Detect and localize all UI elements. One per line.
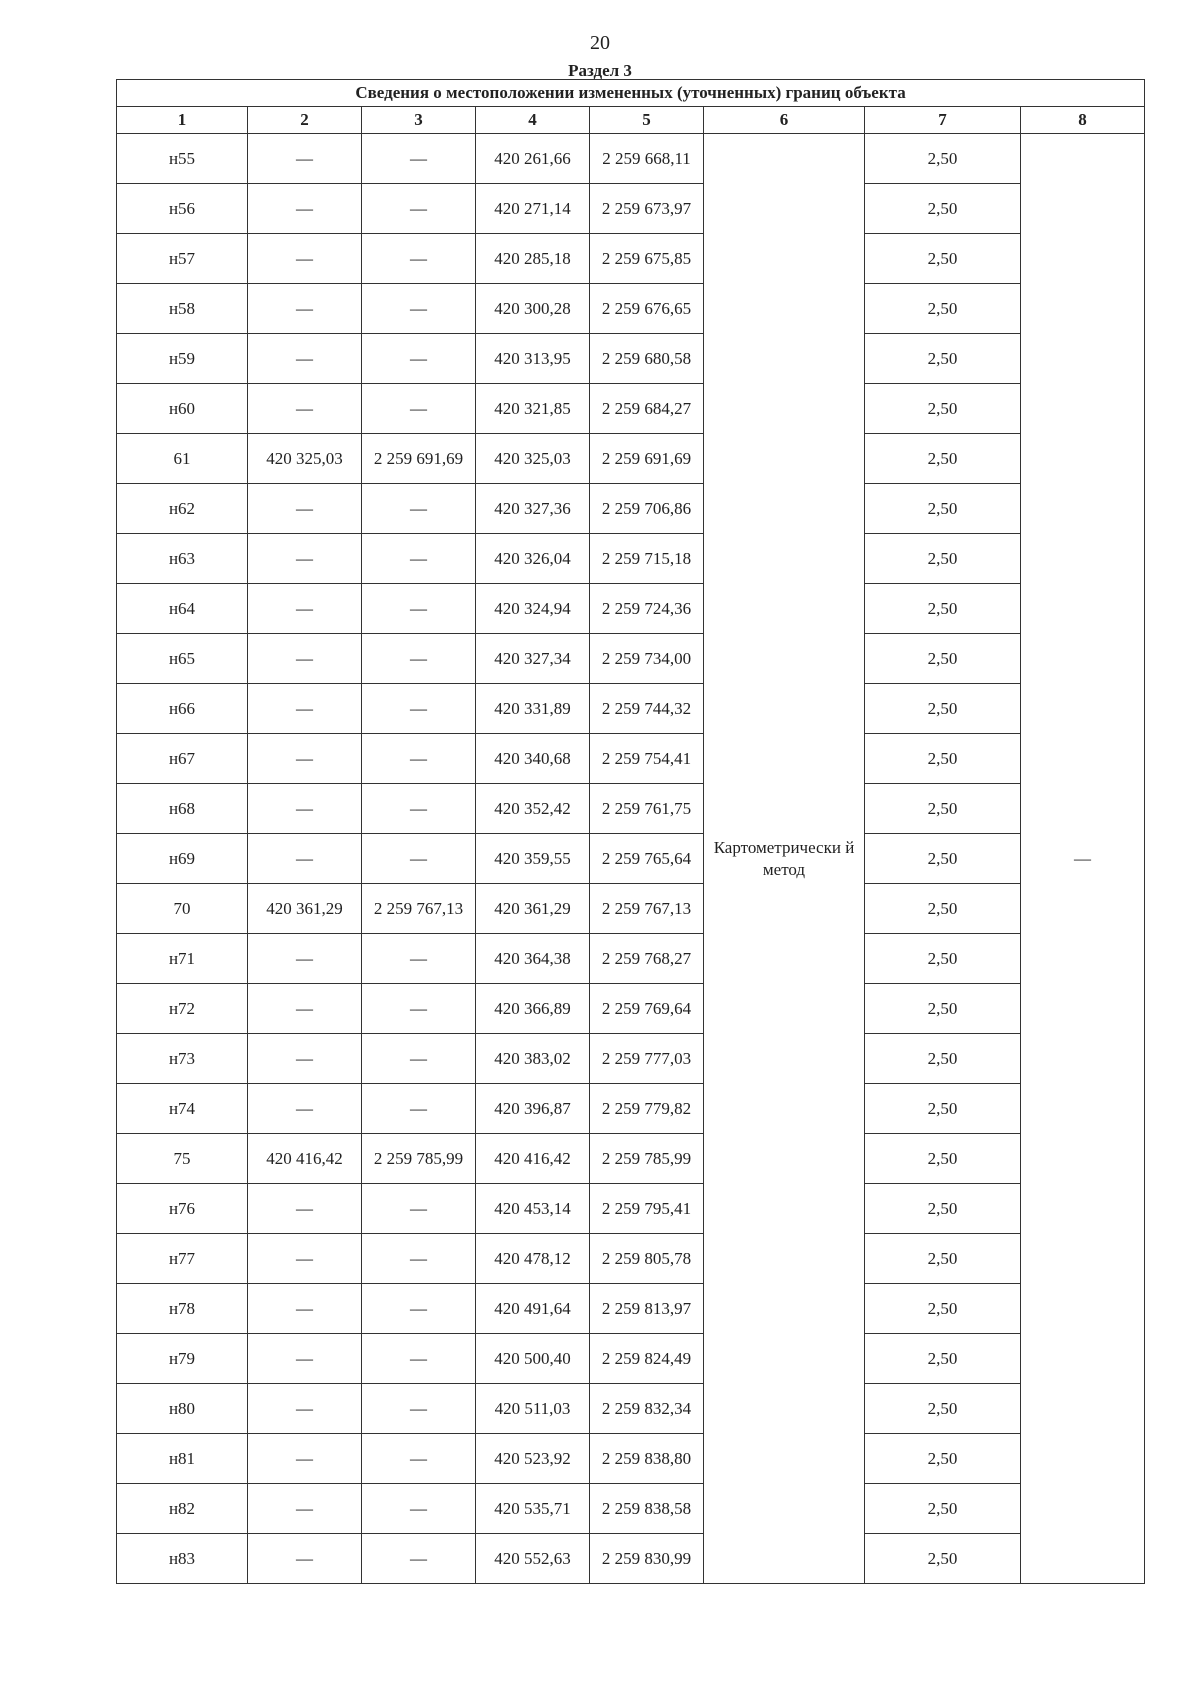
accuracy-cell: 2,50 xyxy=(865,484,1021,534)
new-y-cell: 2 259 767,13 xyxy=(590,884,704,934)
new-x-cell: 420 478,12 xyxy=(476,1234,590,1284)
table-row xyxy=(117,1284,1145,1334)
accuracy-cell: 2,50 xyxy=(865,784,1021,834)
new-y-cell: 2 259 706,86 xyxy=(590,484,704,534)
point-number-cell: н58 xyxy=(117,284,248,334)
old-x-cell: — xyxy=(248,584,362,634)
accuracy-cell: 2,50 xyxy=(865,384,1021,434)
column-header: 6 xyxy=(704,107,865,134)
accuracy-cell: 2,50 xyxy=(865,1134,1021,1184)
table-row xyxy=(117,1084,1145,1134)
old-x-cell: — xyxy=(248,684,362,734)
table-row xyxy=(117,834,1145,884)
point-number-cell: н56 xyxy=(117,184,248,234)
table-row xyxy=(117,134,1145,184)
point-number-cell: н68 xyxy=(117,784,248,834)
accuracy-cell: 2,50 xyxy=(865,1384,1021,1434)
old-x-cell: — xyxy=(248,384,362,434)
new-x-cell: 420 511,03 xyxy=(476,1384,590,1434)
point-number-cell: н63 xyxy=(117,534,248,584)
point-number-cell: н73 xyxy=(117,1034,248,1084)
new-y-cell: 2 259 813,97 xyxy=(590,1284,704,1334)
new-y-cell: 2 259 744,32 xyxy=(590,684,704,734)
old-y-cell: — xyxy=(362,934,476,984)
accuracy-cell: 2,50 xyxy=(865,984,1021,1034)
accuracy-cell: 2,50 xyxy=(865,934,1021,984)
new-x-cell: 420 535,71 xyxy=(476,1484,590,1534)
old-y-cell: — xyxy=(362,1084,476,1134)
new-x-cell: 420 396,87 xyxy=(476,1084,590,1134)
table-row xyxy=(117,934,1145,984)
point-number-cell: н71 xyxy=(117,934,248,984)
accuracy-cell: 2,50 xyxy=(865,434,1021,484)
point-number-cell: н80 xyxy=(117,1384,248,1434)
new-x-cell: 420 383,02 xyxy=(476,1034,590,1084)
table-row xyxy=(117,784,1145,834)
new-y-cell: 2 259 675,85 xyxy=(590,234,704,284)
accuracy-cell: 2,50 xyxy=(865,1084,1021,1134)
old-y-cell: 2 259 691,69 xyxy=(362,434,476,484)
table-row xyxy=(117,384,1145,434)
point-number-cell: н76 xyxy=(117,1184,248,1234)
old-y-cell: — xyxy=(362,334,476,384)
old-x-cell: — xyxy=(248,484,362,534)
old-y-cell: 2 259 767,13 xyxy=(362,884,476,934)
new-y-cell: 2 259 676,65 xyxy=(590,284,704,334)
new-y-cell: 2 259 715,18 xyxy=(590,534,704,584)
new-y-cell: 2 259 761,75 xyxy=(590,784,704,834)
new-x-cell: 420 552,63 xyxy=(476,1534,590,1584)
old-x-cell: — xyxy=(248,934,362,984)
accuracy-cell: 2,50 xyxy=(865,684,1021,734)
point-number-cell: н78 xyxy=(117,1284,248,1334)
new-x-cell: 420 364,38 xyxy=(476,934,590,984)
description-cell: — xyxy=(1021,134,1145,1584)
old-x-cell: — xyxy=(248,1534,362,1584)
old-y-cell: — xyxy=(362,1334,476,1384)
point-number-cell: н55 xyxy=(117,134,248,184)
old-y-cell: — xyxy=(362,1484,476,1534)
old-x-cell: — xyxy=(248,834,362,884)
accuracy-cell: 2,50 xyxy=(865,1534,1021,1584)
old-x-cell: — xyxy=(248,534,362,584)
old-y-cell: — xyxy=(362,384,476,434)
old-x-cell: — xyxy=(248,1084,362,1134)
new-y-cell: 2 259 754,41 xyxy=(590,734,704,784)
point-number-cell: н74 xyxy=(117,1084,248,1134)
column-header: 7 xyxy=(865,107,1021,134)
table-row xyxy=(117,634,1145,684)
old-y-cell: — xyxy=(362,584,476,634)
new-x-cell: 420 416,42 xyxy=(476,1134,590,1184)
table-row xyxy=(117,1034,1145,1084)
new-x-cell: 420 523,92 xyxy=(476,1434,590,1484)
accuracy-cell: 2,50 xyxy=(865,1334,1021,1384)
accuracy-cell: 2,50 xyxy=(865,334,1021,384)
table-row xyxy=(117,1534,1145,1584)
point-number-cell: н83 xyxy=(117,1534,248,1584)
table-row xyxy=(117,184,1145,234)
point-number-cell: н72 xyxy=(117,984,248,1034)
boundary-coordinates-table xyxy=(116,79,1145,1584)
method-cell: Картометрически й метод xyxy=(704,134,865,1584)
new-y-cell: 2 259 668,11 xyxy=(590,134,704,184)
table-row xyxy=(117,1234,1145,1284)
old-y-cell: — xyxy=(362,134,476,184)
old-x-cell: — xyxy=(248,1234,362,1284)
point-number-cell: н77 xyxy=(117,1234,248,1284)
page-number: 20 xyxy=(590,32,610,54)
point-number-cell: н65 xyxy=(117,634,248,684)
new-y-cell: 2 259 765,64 xyxy=(590,834,704,884)
point-number-cell: н66 xyxy=(117,684,248,734)
accuracy-cell: 2,50 xyxy=(865,284,1021,334)
old-x-cell: — xyxy=(248,784,362,834)
old-x-cell: — xyxy=(248,1484,362,1534)
new-x-cell: 420 340,68 xyxy=(476,734,590,784)
old-x-cell: — xyxy=(248,134,362,184)
table-row xyxy=(117,284,1145,334)
table-row xyxy=(117,884,1145,934)
new-y-cell: 2 259 684,27 xyxy=(590,384,704,434)
accuracy-cell: 2,50 xyxy=(865,584,1021,634)
old-x-cell: — xyxy=(248,234,362,284)
accuracy-cell: 2,50 xyxy=(865,884,1021,934)
accuracy-cell: 2,50 xyxy=(865,834,1021,884)
accuracy-cell: 2,50 xyxy=(865,184,1021,234)
old-x-cell: — xyxy=(248,734,362,784)
new-x-cell: 420 321,85 xyxy=(476,384,590,434)
new-x-cell: 420 261,66 xyxy=(476,134,590,184)
table-row xyxy=(117,1134,1145,1184)
old-y-cell: — xyxy=(362,484,476,534)
point-number-cell: 70 xyxy=(117,884,248,934)
old-y-cell: — xyxy=(362,1234,476,1284)
new-x-cell: 420 285,18 xyxy=(476,234,590,284)
new-x-cell: 420 327,34 xyxy=(476,634,590,684)
table-row xyxy=(117,334,1145,384)
old-y-cell: — xyxy=(362,734,476,784)
old-y-cell: — xyxy=(362,784,476,834)
old-x-cell: — xyxy=(248,634,362,684)
point-number-cell: н60 xyxy=(117,384,248,434)
old-x-cell: — xyxy=(248,1434,362,1484)
old-x-cell: — xyxy=(248,1384,362,1434)
new-y-cell: 2 259 824,49 xyxy=(590,1334,704,1384)
point-number-cell: н81 xyxy=(117,1434,248,1484)
new-y-cell: 2 259 777,03 xyxy=(590,1034,704,1084)
old-x-cell: — xyxy=(248,334,362,384)
new-x-cell: 420 300,28 xyxy=(476,284,590,334)
new-x-cell: 420 453,14 xyxy=(476,1184,590,1234)
column-header: 8 xyxy=(1021,107,1145,134)
point-number-cell: н67 xyxy=(117,734,248,784)
new-y-cell: 2 259 768,27 xyxy=(590,934,704,984)
accuracy-cell: 2,50 xyxy=(865,134,1021,184)
old-y-cell: — xyxy=(362,984,476,1034)
old-y-cell: — xyxy=(362,234,476,284)
old-x-cell: — xyxy=(248,1284,362,1334)
column-header: 2 xyxy=(248,107,362,134)
table-row xyxy=(117,1384,1145,1434)
old-y-cell: — xyxy=(362,534,476,584)
table-row xyxy=(117,484,1145,534)
column-header: 4 xyxy=(476,107,590,134)
new-x-cell: 420 313,95 xyxy=(476,334,590,384)
old-x-cell: — xyxy=(248,1184,362,1234)
point-number-cell: 61 xyxy=(117,434,248,484)
new-x-cell: 420 271,14 xyxy=(476,184,590,234)
table-row xyxy=(117,434,1145,484)
old-x-cell: 420 325,03 xyxy=(248,434,362,484)
new-x-cell: 420 324,94 xyxy=(476,584,590,634)
accuracy-cell: 2,50 xyxy=(865,1184,1021,1234)
accuracy-cell: 2,50 xyxy=(865,534,1021,584)
accuracy-cell: 2,50 xyxy=(865,1234,1021,1284)
new-x-cell: 420 331,89 xyxy=(476,684,590,734)
old-y-cell: 2 259 785,99 xyxy=(362,1134,476,1184)
new-y-cell: 2 259 838,80 xyxy=(590,1434,704,1484)
column-header: 5 xyxy=(590,107,704,134)
new-y-cell: 2 259 691,69 xyxy=(590,434,704,484)
accuracy-cell: 2,50 xyxy=(865,1034,1021,1084)
point-number-cell: н82 xyxy=(117,1484,248,1534)
table-row xyxy=(117,1434,1145,1484)
point-number-cell: 75 xyxy=(117,1134,248,1184)
old-y-cell: — xyxy=(362,284,476,334)
new-x-cell: 420 361,29 xyxy=(476,884,590,934)
column-header: 1 xyxy=(117,107,248,134)
old-x-cell: — xyxy=(248,284,362,334)
table-row xyxy=(117,234,1145,284)
new-y-cell: 2 259 734,00 xyxy=(590,634,704,684)
new-y-cell: 2 259 673,97 xyxy=(590,184,704,234)
new-x-cell: 420 352,42 xyxy=(476,784,590,834)
table-body xyxy=(117,134,1145,1584)
accuracy-cell: 2,50 xyxy=(865,1484,1021,1534)
table-row xyxy=(117,1334,1145,1384)
new-y-cell: 2 259 785,99 xyxy=(590,1134,704,1184)
old-y-cell: — xyxy=(362,1534,476,1584)
table-row xyxy=(117,984,1145,1034)
new-x-cell: 420 325,03 xyxy=(476,434,590,484)
new-x-cell: 420 366,89 xyxy=(476,984,590,1034)
new-x-cell: 420 491,64 xyxy=(476,1284,590,1334)
table-row xyxy=(117,734,1145,784)
new-y-cell: 2 259 838,58 xyxy=(590,1484,704,1534)
old-y-cell: — xyxy=(362,1434,476,1484)
point-number-cell: н64 xyxy=(117,584,248,634)
accuracy-cell: 2,50 xyxy=(865,634,1021,684)
new-x-cell: 420 326,04 xyxy=(476,534,590,584)
column-header-row xyxy=(117,107,1145,134)
old-y-cell: — xyxy=(362,684,476,734)
table-row xyxy=(117,1184,1145,1234)
point-number-cell: н62 xyxy=(117,484,248,534)
new-y-cell: 2 259 805,78 xyxy=(590,1234,704,1284)
new-y-cell: 2 259 795,41 xyxy=(590,1184,704,1234)
old-x-cell: 420 361,29 xyxy=(248,884,362,934)
table-row xyxy=(117,584,1145,634)
new-y-cell: 2 259 830,99 xyxy=(590,1534,704,1584)
point-number-cell: н57 xyxy=(117,234,248,284)
old-x-cell: — xyxy=(248,1034,362,1084)
accuracy-cell: 2,50 xyxy=(865,734,1021,784)
old-y-cell: — xyxy=(362,1034,476,1084)
new-y-cell: 2 259 832,34 xyxy=(590,1384,704,1434)
old-y-cell: — xyxy=(362,634,476,684)
point-number-cell: н69 xyxy=(117,834,248,884)
old-y-cell: — xyxy=(362,834,476,884)
table-row xyxy=(117,534,1145,584)
table-row xyxy=(117,1484,1145,1534)
column-header: 3 xyxy=(362,107,476,134)
old-x-cell: — xyxy=(248,984,362,1034)
point-number-cell: н59 xyxy=(117,334,248,384)
new-y-cell: 2 259 769,64 xyxy=(590,984,704,1034)
old-x-cell: 420 416,42 xyxy=(248,1134,362,1184)
old-y-cell: — xyxy=(362,1384,476,1434)
new-y-cell: 2 259 779,82 xyxy=(590,1084,704,1134)
new-y-cell: 2 259 724,36 xyxy=(590,584,704,634)
point-number-cell: н79 xyxy=(117,1334,248,1384)
new-y-cell: 2 259 680,58 xyxy=(590,334,704,384)
old-y-cell: — xyxy=(362,184,476,234)
accuracy-cell: 2,50 xyxy=(865,1284,1021,1334)
new-x-cell: 420 359,55 xyxy=(476,834,590,884)
old-y-cell: — xyxy=(362,1284,476,1334)
new-x-cell: 420 327,36 xyxy=(476,484,590,534)
old-x-cell: — xyxy=(248,1334,362,1384)
accuracy-cell: 2,50 xyxy=(865,234,1021,284)
table-caption: Сведения о местоположении измененных (уточненных) границ объекта xyxy=(117,80,1145,107)
new-x-cell: 420 500,40 xyxy=(476,1334,590,1384)
old-x-cell: — xyxy=(248,184,362,234)
old-y-cell: — xyxy=(362,1184,476,1234)
section-title: Раздел 3 xyxy=(568,61,632,80)
accuracy-cell: 2,50 xyxy=(865,1434,1021,1484)
table-row xyxy=(117,684,1145,734)
